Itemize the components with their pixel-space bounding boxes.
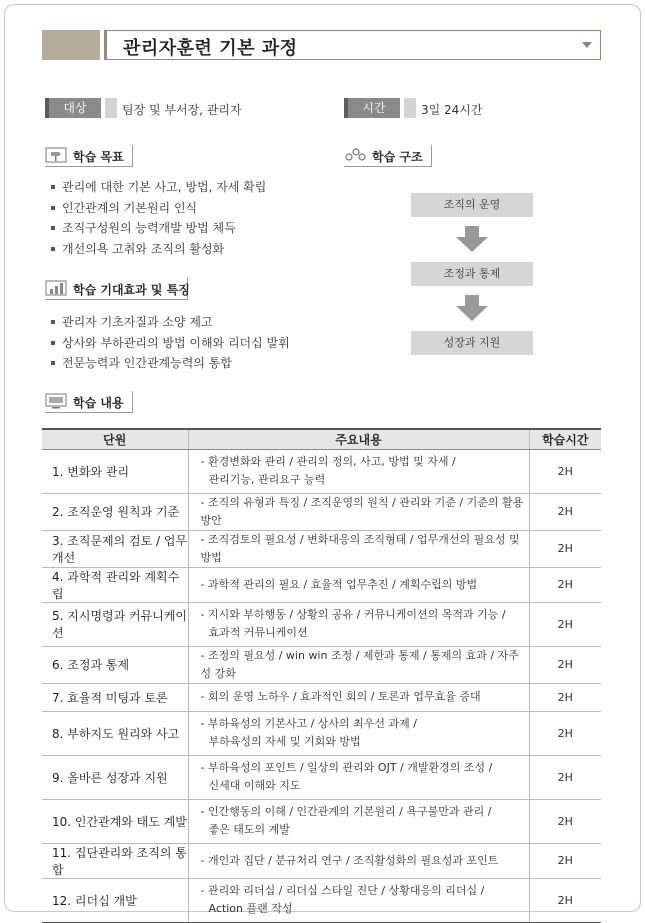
- unit-cell: 12. 리더십 개발: [42, 878, 188, 922]
- down-arrow-icon: [456, 226, 488, 252]
- unit-cell: 5. 지시명령과 커뮤니케이션: [42, 602, 188, 646]
- column-header-content: 주요내용: [188, 429, 529, 449]
- column-header-unit: 단원: [42, 429, 188, 449]
- structure-heading-label: 학습 구조: [372, 150, 423, 164]
- content-line: 관리기능, 관리요구 능력: [208, 473, 326, 486]
- table-row: [42, 449, 601, 493]
- table-row: [42, 530, 601, 567]
- content-cell: [188, 493, 529, 530]
- content-line: 효과적 커뮤니케이션: [208, 626, 308, 639]
- content-cell: [188, 646, 529, 683]
- hours-cell: 2H: [529, 755, 601, 799]
- content-line: - 조정의 필요성 / win win 조정 / 제한과 통제 / 통제의 효과 / 자주성 강화: [200, 648, 519, 680]
- effects-heading: [45, 278, 188, 300]
- content-cell: [188, 567, 529, 602]
- target-label: 대상: [45, 98, 101, 118]
- monitor-icon: [45, 392, 67, 410]
- hours-cell: 2H: [529, 843, 601, 878]
- flow-step: 조정과 통제: [411, 262, 533, 286]
- chevron-down-icon[interactable]: [582, 42, 592, 48]
- flow-step: 성장과 지원: [411, 331, 533, 355]
- unit-cell: 10. 인간관계와 태도 계발: [42, 799, 188, 843]
- content-cell: [188, 755, 529, 799]
- content-line: - 부하육성의 기본사고 / 상사의 최우선 과제 /: [200, 717, 417, 730]
- table-row: [42, 843, 601, 878]
- content-line: - 관리와 리더십 / 리더십 스타일 진단 / 상황대응의 리더십 /: [200, 884, 485, 897]
- flow-step: 조직의 운영: [411, 193, 533, 217]
- content-heading-label: 학습 내용: [73, 396, 124, 410]
- content-heading: [45, 391, 133, 413]
- content-cell: [188, 683, 529, 711]
- hours-cell: 2H: [529, 711, 601, 755]
- list-item: 상사와 부하관리의 방법 이해와 리더십 발휘: [48, 333, 290, 354]
- content-line: 좋은 태도의 계발: [208, 823, 290, 836]
- hours-cell: 2H: [529, 646, 601, 683]
- effects-heading-label: 학습 기대효과 및 특징: [73, 283, 190, 297]
- content-cell: [188, 878, 529, 922]
- goals-list: [48, 177, 266, 259]
- list-item: 관리자 기초자질과 소양 제고: [48, 312, 290, 333]
- effects-list: [48, 312, 290, 374]
- unit-cell: 1. 변화와 관리: [42, 449, 188, 493]
- hours-cell: 2H: [529, 567, 601, 602]
- down-arrow-icon: [456, 295, 488, 321]
- time-value: 3일 24시간: [421, 103, 483, 117]
- table-row: [42, 602, 601, 646]
- content-line: - 부하육성의 포인트 / 일상의 관리와 OJT / 개발환경의 조성 /: [200, 761, 493, 774]
- hours-cell: 2H: [529, 683, 601, 711]
- goals-heading-label: 학습 목표: [73, 150, 124, 164]
- hours-cell: 2H: [529, 530, 601, 567]
- content-cell: [188, 799, 529, 843]
- network-icon: [344, 146, 366, 164]
- content-line: - 조직의 유형과 특징 / 조직운영의 원칙 / 관리와 기준 / 기준의 활용방안: [200, 495, 524, 527]
- unit-cell: 4. 과학적 관리와 계획수립: [42, 567, 188, 602]
- list-item: 관리에 대한 기본 사고, 방법, 자세 확립: [48, 177, 266, 198]
- content-line: - 조직검토의 필요성 / 변화대응의 조직형태 / 업무개선의 필요성 및 방법: [200, 532, 520, 564]
- unit-cell: 3. 조직문제의 검토 / 업무개선: [42, 530, 188, 567]
- target-value: 팀장 및 부서장, 관리자: [122, 103, 242, 117]
- unit-cell: 9. 올바른 성장과 지원: [42, 755, 188, 799]
- hours-cell: 2H: [529, 449, 601, 493]
- signpost-icon: [45, 146, 67, 164]
- table-row: [42, 799, 601, 843]
- table-row: [42, 646, 601, 683]
- unit-cell: 6. 조정과 통제: [42, 646, 188, 683]
- hours-cell: 2H: [529, 878, 601, 922]
- content-cell: [188, 602, 529, 646]
- content-line: - 인간행동의 이해 / 인간관계의 기본원리 / 욕구불만과 관리 /: [200, 805, 492, 818]
- table-header-row: [42, 429, 601, 449]
- hours-cell: 2H: [529, 799, 601, 843]
- content-cell: [188, 530, 529, 567]
- list-item: 조직구성원의 능력개발 방법 체득: [48, 218, 266, 239]
- page-title: 관리자훈련 기본 과정: [123, 38, 298, 59]
- table-row: [42, 683, 601, 711]
- hours-cell: 2H: [529, 493, 601, 530]
- content-line: 신세대 이해와 지도: [208, 779, 301, 792]
- table-row: [42, 567, 601, 602]
- unit-cell: 11. 집단관리와 조직의 통합: [42, 843, 188, 878]
- unit-cell: 8. 부하지도 원리와 사고: [42, 711, 188, 755]
- title-bar: [104, 30, 601, 60]
- hours-cell: 2H: [529, 602, 601, 646]
- list-item: 개선의욕 고취와 조직의 활성화: [48, 239, 266, 260]
- column-header-hours: 학습시간: [529, 429, 601, 449]
- content-cell: [188, 449, 529, 493]
- unit-cell: 7. 효율적 미팅과 토론: [42, 683, 188, 711]
- title-accent-block: [42, 30, 100, 60]
- unit-cell: 2. 조직운영 원칙과 기준: [42, 493, 188, 530]
- content-line: Action 플랜 작성: [208, 902, 293, 915]
- content-line: - 회의 운영 노하우 / 효과적인 회의 / 토론과 업무효율 증대: [200, 690, 481, 703]
- table-row: [42, 493, 601, 530]
- structure-heading: [344, 145, 432, 167]
- bar-chart-icon: [45, 279, 67, 297]
- list-item: 전문능력과 인간관계능력의 통합: [48, 353, 290, 374]
- table-row: [42, 878, 601, 922]
- curriculum-table: [42, 428, 601, 923]
- content-cell: [188, 711, 529, 755]
- content-line: 부하육성의 자세 및 기회와 방법: [208, 735, 361, 748]
- content-line: - 과학적 관리의 필요 / 효율적 업무추진 / 계획수립의 방법: [200, 577, 478, 591]
- content-line: - 환경변화와 관리 / 관리의 정의, 사고, 방법 및 자세 /: [200, 455, 456, 468]
- list-item: 인간관계의 기본원리 인식: [48, 198, 266, 219]
- goals-heading: [45, 145, 133, 167]
- content-cell: [188, 843, 529, 878]
- content-line: - 개인과 집단 / 분규처리 연구 / 조직활성화의 필요성과 포인트: [200, 853, 499, 867]
- table-row: [42, 711, 601, 755]
- table-row: [42, 755, 601, 799]
- content-line: - 지시와 부하행동 / 상황의 공유 / 커뮤니케이션의 목적과 기능 /: [200, 608, 506, 621]
- time-label: 시간: [344, 98, 400, 118]
